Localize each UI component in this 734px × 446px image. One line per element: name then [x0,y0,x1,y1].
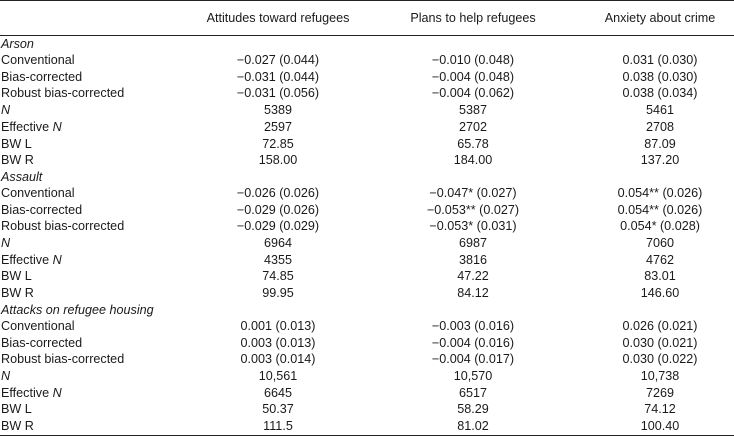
table-row [0,152,734,169]
table-cell: 0.054* (0.028) [620,219,700,234]
table-cell: −0.026 (0.026) [236,185,320,200]
header-anxiety-about-crime: Anxiety about crime [574,1,734,36]
table-cell: 0.054** (0.026) [617,202,703,217]
table-cell: 111.5 [184,418,354,435]
row-label-text: BW L [1,402,32,417]
table-cell: −0.027 (0.044) [236,53,320,67]
row-label [0,52,184,69]
row-label-text: Robust bias-corrected [1,219,125,234]
table-row [0,351,734,368]
table-header [0,1,734,36]
table-row [0,85,734,102]
table-cell: 2702 [458,119,488,134]
table-cell: −0.004 (0.048) [431,69,515,84]
table-row [0,418,734,435]
table-cell: 6517 [458,385,488,400]
row-label [0,185,184,202]
row-label-text: Robust bias-corrected [1,352,125,367]
table-cell: 4355 [263,252,293,267]
table-row [0,136,734,153]
table-cell: 2597 [263,119,293,134]
row-label [0,418,184,435]
row-label-text: Effective [1,385,53,400]
header-plans-to-help-refugees: Plans to help refugees [354,1,574,36]
header-label-column [0,1,184,36]
table-row [0,285,734,302]
row-label-italic: N [52,252,62,267]
section-header-row [0,302,734,318]
row-label-text: Effective [1,252,53,267]
table-cell: 74.12 [644,402,676,417]
table-cell: −0.004 (0.062) [431,86,515,101]
row-label [0,351,184,368]
section-title: Arson [1,37,34,51]
table-cell: −0.029 (0.026) [236,202,320,217]
table-cell: 81.02 [354,418,574,435]
row-label-text: BW R [1,419,34,434]
table-cell: −0.010 (0.048) [431,53,515,67]
table-cell: 50.37 [262,402,294,417]
row-label [0,119,184,136]
row-label-text: Conventional [1,53,75,67]
table-cell: 5461 [645,103,675,118]
row-label [0,368,184,385]
table-cell: 10,570 [453,368,493,383]
table-cell: 0.054** (0.026) [617,185,703,200]
table-row [0,385,734,402]
table-row [0,268,734,285]
table-cell: 0.003 (0.013) [240,335,316,350]
row-label-text: Effective [1,119,53,134]
row-label [0,252,184,269]
row-label-italic: N [52,385,62,400]
table-cell: −0.029 (0.029) [236,219,320,234]
table-cell: −0.004 (0.016) [431,335,515,350]
table-row [0,102,734,119]
row-label [0,218,184,235]
row-label-text: Bias-corrected [1,335,83,350]
row-label-text: BW L [1,269,32,284]
table-cell: 6964 [263,236,293,251]
table-row [0,119,734,136]
table-cell: −0.003 (0.016) [431,318,515,333]
table-cell: 65.78 [457,136,489,151]
table-cell: 0.031 (0.030) [622,53,698,67]
table-cell: 72.85 [262,136,294,151]
row-label-italic: N [1,236,11,251]
table-row [0,69,734,86]
table-body [0,36,734,436]
table-row [0,368,734,385]
table-cell: 47.22 [457,269,489,284]
table-cell: 0.001 (0.013) [240,318,316,333]
row-label-text: Robust bias-corrected [1,86,125,101]
header-attitudes-toward-refugees: Attitudes toward refugees [184,1,354,36]
row-label [0,102,184,119]
row-label [0,136,184,153]
table-cell: −0.004 (0.017) [431,352,515,367]
table-cell: 2708 [645,119,675,134]
table-row [0,335,734,352]
table-cell: 99.95 [262,286,294,301]
row-label-text: Bias-corrected [1,69,83,84]
table-row [0,401,734,418]
row-label [0,318,184,335]
section-header-row [0,169,734,185]
row-label-italic: N [52,119,62,134]
table-cell: 10,561 [258,368,298,383]
row-label [0,152,184,169]
row-label [0,235,184,252]
row-label-text: BW L [1,136,32,151]
table-cell: 5387 [458,103,488,118]
table-cell: 5389 [263,103,293,118]
table-cell: 7269 [645,385,675,400]
row-label [0,85,184,102]
row-label [0,285,184,302]
row-label-text: BW R [1,286,34,301]
column-header-row [0,1,734,36]
table-cell: 0.030 (0.021) [622,335,698,350]
table-cell: −0.053** (0.027) [426,202,520,217]
table-cell: 137.20 [640,153,680,168]
row-label [0,202,184,219]
table-cell: 0.026 (0.021) [622,318,698,333]
table-cell: −0.031 (0.056) [236,86,320,101]
table-cell: 0.030 (0.022) [622,352,698,367]
table-row [0,252,734,269]
table-row [0,218,734,235]
table-cell: 87.09 [644,136,676,151]
table-cell: 146.60 [640,286,680,301]
table-cell: 7060 [645,236,675,251]
table-cell: 10,738 [640,368,680,383]
table-cell: −0.053* (0.031) [429,219,517,234]
table-row [0,235,734,252]
table-cell: 0.038 (0.034) [622,86,698,101]
row-label [0,69,184,86]
table-cell: 6987 [458,236,488,251]
row-label [0,268,184,285]
table-cell: 6645 [263,385,293,400]
row-label [0,401,184,418]
table-cell: 83.01 [644,269,676,284]
section-header-row [0,36,734,53]
section-title: Assault [1,169,43,184]
row-label-text: Conventional [1,318,75,333]
table-cell: 58.29 [457,402,489,417]
table-row [0,185,734,202]
table-cell: −0.047* (0.027) [429,185,517,200]
table-cell: 4762 [645,252,675,267]
table-row [0,318,734,335]
table-cell: −0.031 (0.044) [236,69,320,84]
row-label-italic: N [1,103,11,118]
section-title: Attacks on refugee housing [1,302,154,317]
table-cell: 184.00 [453,153,493,168]
table-cell: 0.038 (0.030) [622,69,698,84]
row-label-text: Bias-corrected [1,202,83,217]
table-cell: 3816 [458,252,488,267]
table-cell: 158.00 [258,153,298,168]
table-cell: 0.003 (0.014) [240,352,316,367]
table-cell: 100.40 [574,418,734,435]
table-row [0,52,734,69]
table-cell: 84.12 [457,286,489,301]
row-label-italic: N [1,368,11,383]
row-label [0,385,184,402]
row-label [0,335,184,352]
table-cell: 74.85 [262,269,294,284]
table-row [0,202,734,219]
row-label-text: Conventional [1,185,75,200]
row-label-text: BW R [1,153,34,168]
